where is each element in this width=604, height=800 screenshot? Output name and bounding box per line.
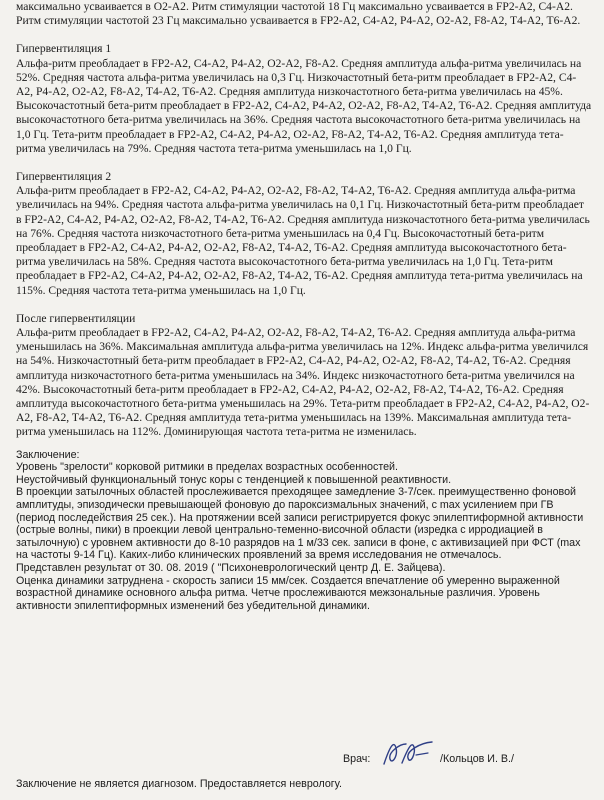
hyperventilation-2-text: Альфа-ритм преобладает в FP2-A2, C4-A2, P4-A2, O2-A2, F8-A2, T4-A2, T6-A2. Средняя амплитуда альфа-ритма увеличилась на 94%. Средняя частота альфа-ритма увеличилась на 0,1 Гц. Низкочастотный бета-ритм преобладает в FP2-A2, C4-A2, P4-A2, O2-A2, F8-A2, T4-A2, T6-A2. Средняя амплитуда низкочастотного бета-ритма увеличилась на 76%. Средняя частота низкочастотного бета-ритма уменьшилась на 0,4 Гц. Высокочастотный бета-ритм преобладает в FP2-A2, C4-A2, P4-A2, O2-A2, F8-A2, T4-A2, T6-A2. Средняя амплитуда высокочастотного бета-ритма увеличилась на 58%. Средняя частота высокочастотного бета-ритма увеличилась на 1,0 Гц. Тета-ритм преобладает в FP2-A2, C4-A2, P4-A2, O2-A2, F8-A2, T4-A2, T6-A2. Средняя амплитуда тета-ритма увеличилась на 115%. Средняя частота тета-ритма уменьшилась на 1,0 Гц. — [16, 184, 590, 297]
conclusion-maturity: Уровень "зрелости" корковой ритмики в пределах возрастных особенностей. — [16, 461, 398, 474]
hyperventilation-1-text: Альфа-ритм преобладает в FP2-A2, C4-A2, P4-A2, O2-A2, F8-A2. Средняя амплитуда альфа-ритма увеличилась на 52%. Средняя частота альфа-ритма увеличилась на 0,3 Гц. Низкочастотный бета-ритм преобладает в FP2-A2, C4-A2, P4-A2, O2-A2, F8-A2, T4-A2, T6-A2. Средняя амплитуда низкочастотного бета-ритма увеличилась на 45%. Высокочастотный бета-ритм преобладает в FP2-A2, C4-A2, P4-A2, O2-A2, F8-A2, T4-A2, T6-A2. Средняя амплитуда высокочастотного бета-ритма увеличилась на 36%. Средняя частота высокочастотного бета-ритма увеличилась на 1,0 Гц. Тета-ритм преобладает в FP2-A2, C4-A2, P4-A2, O2-A2, F8-A2, T4-A2, T6-A2. Средняя амплитуда тета-ритма увеличилась на 79%. Средняя частота тета-ритма уменьшилась на 1,0 Гц. — [16, 56, 592, 155]
disclaimer-footer: Заключение не является диагнозом. Предоставляется неврологу. — [16, 778, 342, 790]
handwritten-signature — [380, 738, 438, 768]
signature-block — [0, 742, 604, 768]
doctor-name: /Кольцов И. В./ — [440, 753, 514, 765]
hyperventilation-2-title: Гипервентиляция 2 — [16, 170, 112, 184]
conclusion-tonus: Неустойчивый функциональный тонус коры с тенденцией к повышенной реактивности. — [16, 473, 452, 486]
doctor-label: Врач: — [343, 753, 371, 765]
conclusion-previous-result: Представлен результат от 30. 08. 2019 ( "Психоневрологический центр Д. Е. Зайцева). — [16, 562, 446, 575]
conclusion-title: Заключение: — [16, 448, 80, 461]
post-hyperventilation-text: Альфа-ритм преобладает в FP2-A2, C4-A2, P4-A2, O2-A2, F8-A2, T4-A2, T6-A2. Средняя амплитуда альфа-ритма уменьшилась на 36%. Максимальная амплитуда альфа-ритма увеличилась на 12%. Индекс альфа-ритма увеличился на 54%. Низкочастотный бета-ритм преобладает в FP2-A2, C4-A2, P4-A2, O2-A2, F8-A2, T4-A2, T6-A2. Средняя амплитуда низкочастотного бета-ритма уменьшилась на 34%. Индекс низкочастотного бета-ритма увеличился на 42%. Высокочастотный бета-ритм преобладает в FP2-A2, C4-A2, P4-A2, O2-A2, F8-A2, T4-A2, T6-A2. Средняя амплитуда высокочастотного бета-ритма уменьшилась на 29%. Тета-ритм преобладает в FP2-A2, C4-A2, P4-A2, O2-A2, F8-A2, T4-A2, T6-A2. Средняя амплитуда тета-ритма уменьшилась на 139%. Максимальная амплитуда тета-ритма уменьшилась на 112%. Доминирующая частота тета-ритма не изменилась. — [16, 326, 590, 439]
conclusion-dynamics: Оценка динамики затруднена - скорость записи 15 мм/сек. Создается впечатление об умеренно выраженной возрастной динамике основного альфа ритма. Четче прослеживаются межзональные различия. Уровень активности эпилептиформных изменений без убедительной динамики. — [16, 574, 560, 612]
hyperventilation-1-title: Гипервентиляция 1 — [16, 42, 112, 56]
post-hyperventilation-title: После гипервентиляции — [16, 311, 136, 325]
continued-paragraph: максимально усваивается в O2-A2. Ритм стимуляции частотой 18 Гц максимально усваивается в FP2-A2, C4-A2. Ритм стимуляции частотой 23 Гц максимально усваивается в FP2-A2, C4-A2, P4-A2, O2-A2, F8-A2, T4-A2, T6-A2. — [16, 0, 581, 28]
conclusion-section — [0, 449, 604, 613]
conclusion-findings: В проекции затылочных областей прослеживается преходящее замедление 3-7/сек. преимущественно фоновой амплитуды, эпизодически превышающей фоновую до пароксизмальных значений, с max усилением при ГВ (период последействия 25 сек.). На протяжении всей записи регистрируется фокус эпилептиформной активности (острые волны, пики) в проекции левой центрально-теменно-височной области (изредка с ирродиацией в затылочную) с уровнем активности до 8-10 разрядов на 1 м/33 сек. записи в фоне, с активизацией при ФСТ (max на частоты 9-14 Гц). Каких-либо клинических проявлений за время исследования не отмечалось. — [16, 486, 584, 562]
